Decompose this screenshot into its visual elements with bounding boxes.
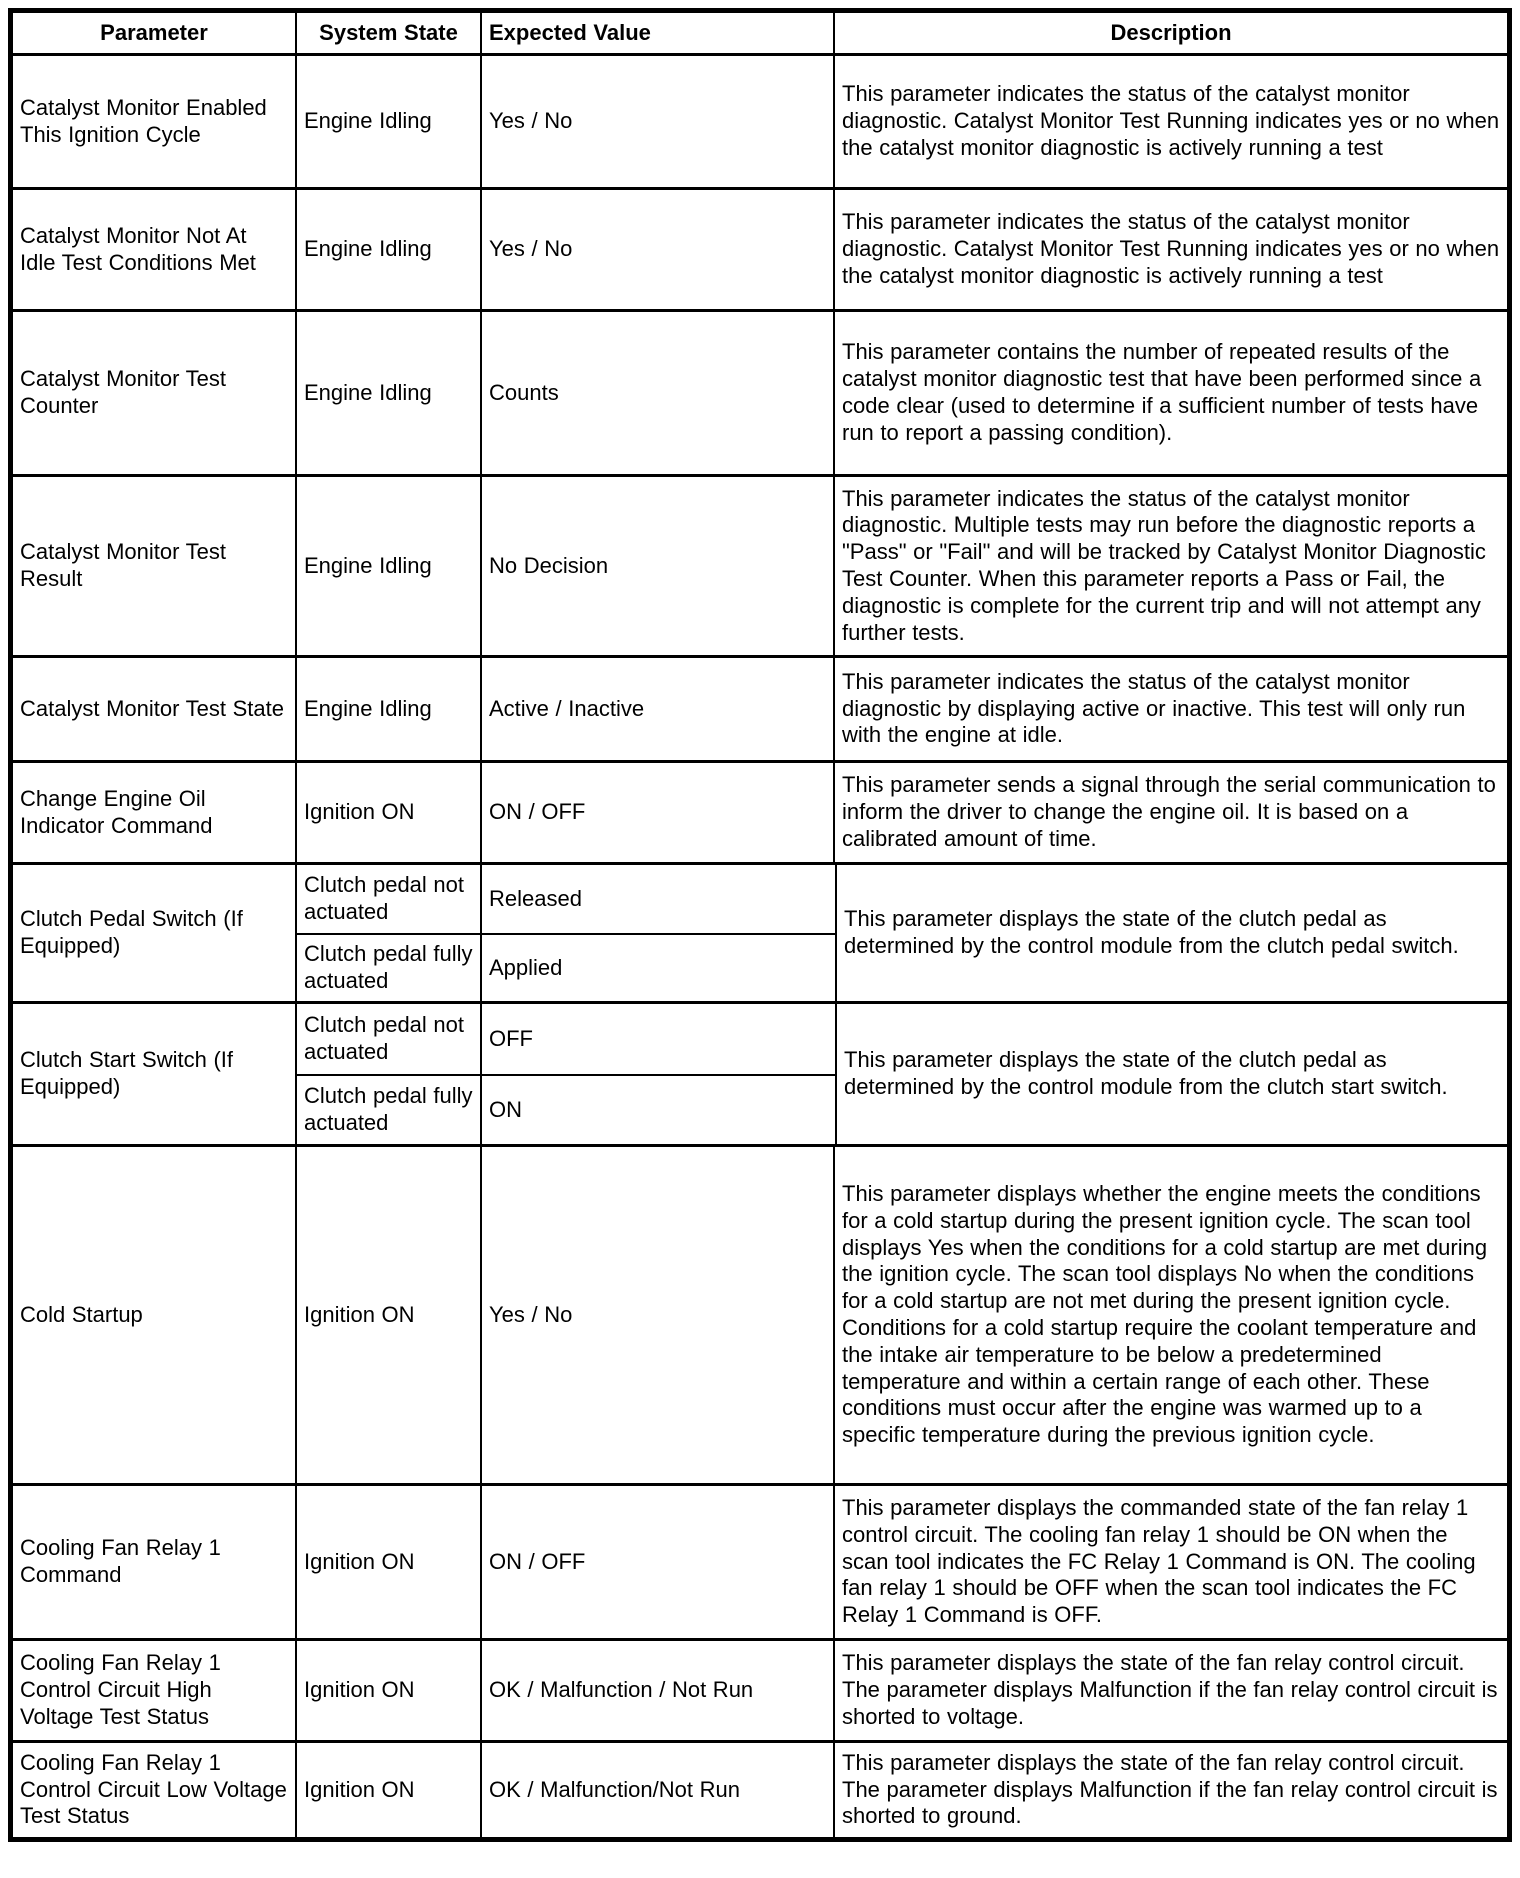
- system-state-cell: Clutch pedal not actuated: [297, 1004, 482, 1074]
- column-header-description: Description: [1110, 19, 1232, 45]
- table-row: [13, 760, 1507, 862]
- system-state-cell: Clutch pedal not actuated: [297, 865, 482, 933]
- parameter-cell: Catalyst Monitor Test State: [13, 658, 297, 760]
- expected-value-cell: No Decision: [482, 477, 835, 655]
- description-cell: This parameter displays the commanded state of the fan relay 1 control circuit. The cooling fan relay 1 should be ON when the scan tool indicates the FC Relay 1 Command is ON. The cooling fan relay 1 should be OFF when the scan tool indicates the FC Relay 1 Command is OFF.: [842, 1494, 1476, 1628]
- description-cell: This parameter displays the state of the fan relay control circuit. The parameter displays Malfunction if the fan relay control circuit is shorted to ground.: [842, 1749, 1498, 1829]
- parameter-cell: Clutch Pedal Switch (If Equipped): [13, 865, 297, 1001]
- expected-value-cell: Yes / No: [482, 190, 835, 309]
- description-cell: This parameter displays the state of the clutch pedal as determined by the control module from the clutch start switch.: [844, 1047, 1448, 1099]
- parameter-cell: Catalyst Monitor Test Counter: [13, 312, 297, 474]
- system-state-cell: Ignition ON: [297, 1147, 482, 1483]
- column-header-system-state: System State: [297, 13, 482, 53]
- system-state-cell: Ignition ON: [297, 1641, 482, 1740]
- parameter-cell: Catalyst Monitor Enabled This Ignition Cycle: [13, 56, 297, 187]
- expected-value-cell: ON / OFF: [482, 763, 835, 862]
- expected-value-cell: Counts: [482, 312, 835, 474]
- state-value-subrow: [297, 1074, 835, 1144]
- table-row: [13, 655, 1507, 760]
- expected-value-cell: Active / Inactive: [482, 658, 835, 760]
- column-header-parameter: Parameter: [13, 13, 297, 53]
- system-state-cell: Ignition ON: [297, 1743, 482, 1837]
- description-cell: This parameter indicates the status of the catalyst monitor diagnostic by displaying active or inactive. This test will only run with the engine at idle.: [842, 668, 1466, 748]
- expected-value-cell: Released: [489, 885, 582, 911]
- table-row: [13, 53, 1507, 187]
- description-cell: This parameter indicates the status of the catalyst monitor diagnostic. Multiple tests may run before the diagnostic reports a "Pass" or "Fail" and will be tracked by Catalyst Monitor Diagnostic Test Counter. When this parameter reports a Pass or Fail, the diagnostic is complete for the current trip and will not attempt any further tests.: [842, 485, 1486, 645]
- expected-value-cell: Yes / No: [482, 1147, 835, 1483]
- expected-value-cell: Yes / No: [482, 56, 835, 187]
- state-value-subrow: [297, 1004, 835, 1074]
- expected-value-cell: ON / OFF: [482, 1486, 835, 1638]
- parameter-cell: Clutch Start Switch (If Equipped): [13, 1004, 297, 1144]
- description-cell: This parameter displays the state of the clutch pedal as determined by the control module from the clutch pedal switch.: [844, 906, 1459, 958]
- parameter-cell: Cooling Fan Relay 1 Command: [13, 1486, 297, 1638]
- table-row: [13, 474, 1507, 655]
- parameter-cell: Cooling Fan Relay 1 Control Circuit High Voltage Test Status: [13, 1641, 297, 1740]
- parameter-cell: Cold Startup: [13, 1147, 297, 1483]
- description-cell: This parameter displays whether the engine meets the conditions for a cold startup during the present ignition cycle. The scan tool displays Yes when the conditions for a cold startup are met during the ignition cycle. The scan tool displays No when the conditions for a cold startup are not met during the present ignition cycle. Conditions for a cold startup require the coolant temperature and the intake air temperature to be below a predetermined temperature and within a certain range of each other. These conditions must occur after the engine was warmed up to a specific temperature during the previous ignition cycle.: [842, 1180, 1488, 1448]
- table-row: [13, 1740, 1507, 1837]
- system-state-cell: Engine Idling: [297, 658, 482, 760]
- expected-value-cell: Applied: [489, 954, 563, 980]
- table-row: [13, 1638, 1507, 1740]
- description-cell: This parameter sends a signal through the serial communication to inform the driver to change the engine oil. It is based on a calibrated amount of time.: [842, 772, 1496, 851]
- system-state-cell: Engine Idling: [297, 190, 482, 309]
- state-value-subrow: [297, 933, 835, 1001]
- column-header-expected-value: Expected Value: [482, 13, 835, 53]
- state-value-subrow: [297, 865, 835, 933]
- description-cell: This parameter contains the number of repeated results of the catalyst monitor diagnostic test that have been performed since a code clear (used to determine if a sufficient number of tests have run to report a passing condition).: [842, 339, 1482, 445]
- state-value-group: [297, 1004, 837, 1144]
- table-row: [13, 1001, 1507, 1144]
- table-row: [13, 187, 1507, 309]
- parameter-cell: Catalyst Monitor Test Result: [13, 477, 297, 655]
- table-row: [13, 862, 1507, 1001]
- description-cell: This parameter indicates the status of the catalyst monitor diagnostic. Catalyst Monitor Test Running indicates yes or no when the catalyst monitor diagnostic is actively running a test: [842, 209, 1500, 288]
- expected-value-cell: ON: [489, 1096, 522, 1122]
- description-cell: This parameter indicates the status of the catalyst monitor diagnostic. Catalyst Monitor Test Running indicates yes or no when the catalyst monitor diagnostic is actively running a test: [842, 81, 1500, 160]
- system-state-cell: Ignition ON: [297, 763, 482, 862]
- parameter-cell: Change Engine Oil Indicator Command: [13, 763, 297, 862]
- system-state-cell: Engine Idling: [297, 477, 482, 655]
- system-state-cell: Clutch pedal fully actuated: [297, 1076, 482, 1144]
- state-value-group: [297, 865, 837, 1001]
- table-row: [13, 1144, 1507, 1483]
- system-state-cell: Ignition ON: [297, 1486, 482, 1638]
- system-state-cell: Engine Idling: [297, 312, 482, 474]
- expected-value-cell: OK / Malfunction / Not Run: [482, 1641, 835, 1740]
- header-row: [13, 13, 1507, 53]
- expected-value-cell: OFF: [489, 1025, 533, 1051]
- parameter-cell: Catalyst Monitor Not At Idle Test Conditions Met: [13, 190, 297, 309]
- system-state-cell: Clutch pedal fully actuated: [297, 935, 482, 1001]
- expected-value-cell: OK / Malfunction/Not Run: [482, 1743, 835, 1837]
- table-row: [13, 309, 1507, 474]
- parameter-table: [8, 8, 1512, 1842]
- description-cell: This parameter displays the state of the fan relay control circuit. The parameter displays Malfunction if the fan relay control circuit is shorted to voltage.: [842, 1650, 1498, 1729]
- system-state-cell: Engine Idling: [297, 56, 482, 187]
- table-row: [13, 1483, 1507, 1638]
- parameter-cell: Cooling Fan Relay 1 Control Circuit Low Voltage Test Status: [13, 1743, 297, 1837]
